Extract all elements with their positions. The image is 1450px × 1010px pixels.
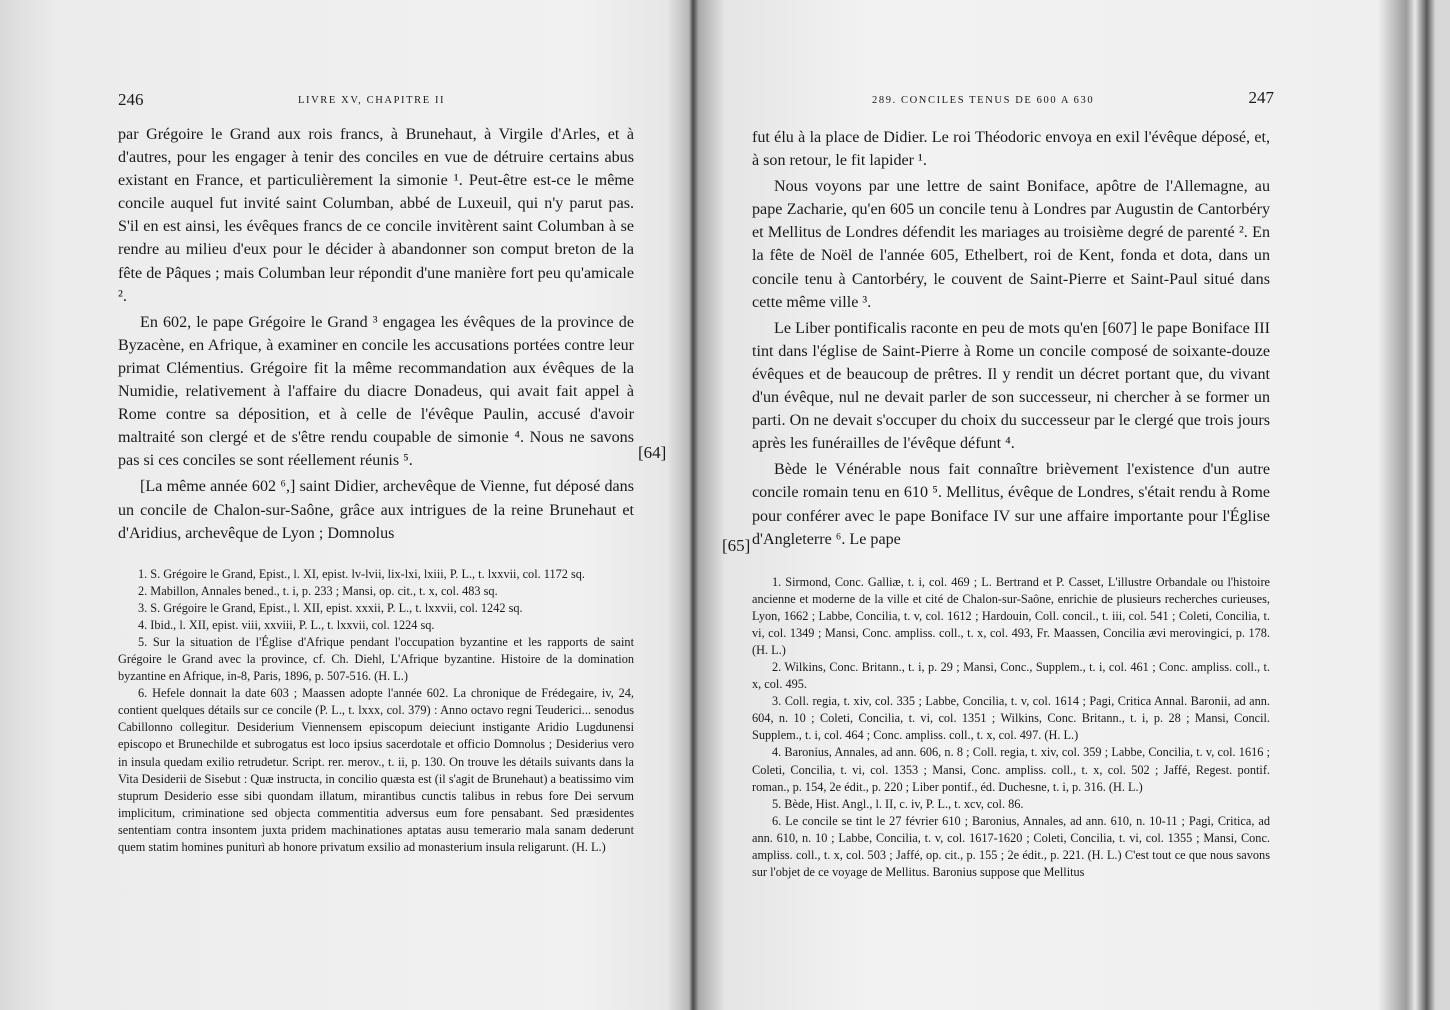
margin-page-marker: [65] [722,536,751,555]
page-number-left: 246 [118,90,144,109]
footnotes-right [752,574,1270,881]
footnote: 4. Baronius, Annales, ad ann. 606, n. 8 ; Coll. regia, t. xiv, col. 359 ; Labbe, Concilia, t. v, col. 1616 ; Coleti, Concilia, t. vi, col. 1353 ; Mansi, Conc. ampliss. coll., t. x, col. 502 ; Jaffé, Regest. pontif. roman., p. 154, 2e édit., p. 220 ; Liber pontif., éd. Duchesne, t. i, p. 316. (H. L.) [752,745,1270,794]
footnote: 3. S. Grégoire le Grand, Epist., l. XII, epist. xxxii, P. L., t. lxxvii, col. 1242 sq. [138,601,523,616]
footnote: 1. Sirmond, Conc. Galliæ, t. i, col. 469 ; L. Bertrand et P. Casset, L'illustre Orbandale ou l'histoire ancienne et moderne de la ville et cité de Chalon-sur-Saône, enrichie de plusieurs recherches curieuses, Lyon, 1662 ; Labbe, Concilia, t. v, col. 1612 ; Hardouin, Coll. concil., t. iii, col. 541 ; Coleti, Concilia, t. vi, col. 1349 ; Mansi, Conc. ampliss. coll., t. x, col. 493, Fr. Maassen, Concilia ævi merovingici, p. 178. (H. L.) [752,575,1270,658]
footnote: 2. Wilkins, Conc. Britann., t. i, p. 29 ; Mansi, Conc., Supplem., t. i, col. 461 ; Conc. ampliss. coll., t. x, col. 495. [752,660,1270,692]
paragraph: [La même année 602 ⁶,] saint Didier, archevêque de Vienne, fut déposé dans un concile de Chalon-sur-Saône, grâce aux intrigues de la reine Brunehaut et d'Aridius, archevêque de Lyon ; Domnolus [118,478,634,542]
paragraph: Le Liber pontificalis raconte en peu de mots qu'en [607] le pape Boniface III tint dans l'église de Saint-Pierre à Rome un concile composé de soixante-douze évêques et de beaucoup de prêtres. Il y rendit un décret portant que, du vivant d'un évêque, nul ne devait parler de son successeur, ni chercher à se former un parti. On ne devait s'occuper du choix du successeur par le clergé que trois jours après les funérailles de l'évêque défunt ⁴. [752,319,1270,453]
running-head-left [112,90,634,114]
margin-page-marker: [64] [638,443,667,462]
footnote: 6. Le concile se tint le 27 février 610 ; Baronius, Annales, ad ann. 610, n. 10-11 ; Pagi, Critica, ad ann. 610, n. 10 ; Labbe, Concilia, t. v, col. 1617-1620 ; Coleti, Concilia, t. vi, col. 1355 ; Mansi, Conc. ampliss. coll., t. x, col. 503 ; Jaffé, op. cit., p. 155 ; 2e édit., p. 221. (H. L.) C'est tout ce que nous savons sur l'objet de ce voyage de Mellitus. Baronius suppose que Mellitus [752,813,1270,879]
page-number-right: 247 [1248,88,1274,107]
paragraph: par Grégoire le Grand aux rois francs, à Brunehaut, à Virgile d'Arles, et à d'autres, pour les engager à tenir des conciles en vue de détruire certains abus existant en France, et particulièrement la simonie ¹. Peut-être est-ce le même concile auquel fut invité saint Columban, abbé de Luxeuil, qui n'y parut pas. S'il en est ainsi, les évêques francs de ce concile invitèrent saint Columban à se rendre au milieu d'eux pour le décider à abandonner son comput breton de la fête de Pâques ; mais Columban leur répondit d'une manière fort peu qu'amicale ². [118,126,634,305]
footnote: 4. Ibid., l. XII, epist. viii, xxviii, P. L., t. lxxvii, col. 1224 sq. [138,618,435,633]
footnote: 3. Coll. regia, t. xiv, col. 335 ; Labbe, Concilia, t. v, col. 1614 ; Pagi, Critica Annal. Baronii, ad ann. 604, n. 10 ; Coleti, Concilia, t. vi, col. 1351 ; Wilkins, Conc. Britann., t. i, p. 28 ; Mansi, Concil. Supplem., t. i, col. 464 ; Conc. ampliss. coll., t. x, col. 497. (H. L.) [752,694,1270,743]
main-text-left [118,123,634,545]
running-title-right: 289. CONCILES TENUS DE 600 A 630 [872,95,1095,106]
paragraph: fut élu à la place de Didier. Le roi Théodoric envoya en exil l'évêque déposé, et, à son retour, le fit lapider ¹. [752,129,1270,170]
footnote: 2. Mabillon, Annales bened., t. i, p. 233 ; Mansi, op. cit., t. x, col. 483 sq. [138,584,498,599]
footnote: 5. Sur la situation de l'Église d'Afrique pendant l'occupation byzantine et les rapports de saint Grégoire le Grand avec la province, cf. Ch. Diehl, L'Afrique byzantine. Histoire de la domination byzantine en Afrique, in-8, Paris, 1896, p. 507-516. (H. L.) [118,635,634,684]
main-text-right [752,126,1270,551]
left-page [112,0,634,1010]
paragraph: En 602, le pape Grégoire le Grand ³ engagea les évêques de la province de Byzacène, en Afrique, à examiner en concile les accusations portées contre leur primat Clémentius. Grégoire fit la même recommandation aux évêques de la Numidie, relativement à l'affaire du diacre Donadeus, qui avait fait appel à Rome contre sa déposition, et à celle de l'évêque Paulin, accusé d'avoir maltraité son clergé et de s'être rendu coupable de simonie ⁴. Nous ne savons pas si ces conciles se sont réellement réunis ⁵. [118,313,634,470]
paragraph: Nous voyons par une lettre de saint Boniface, apôtre de l'Allemagne, au pape Zacharie, qu'en 605 un concile tenu à Londres par Augustin de Cantorbéry et Mellitus de Londres défendit les mariages au troisième degré de parenté ². En la fête de Noël de l'année 605, Ethelbert, roi de Kent, fonda et dota, dans un concile tenu à Cantorbéry, le couvent de Saint-Pierre et Saint-Paul situé dans cette même ville ³. [752,178,1270,311]
footnote: 1. S. Grégoire le Grand, Epist., l. XI, epist. lv-lvii, lix-lxi, lxiii, P. L., t. lxxvii, col. 1172 sq. [138,567,585,581]
right-page [752,0,1274,1010]
paragraph: Bède le Vénérable nous fait connaître brièvement l'existence d'un autre concile romain tenu en 610 ⁵. Mellitus, évêque de Londres, s'était rendu à Rome pour conférer avec le pape Boniface IV sur une affaire importante pour l'Église d'Angleterre ⁶. Le pape [752,461,1270,548]
footnote: 6. Hefele donnait la date 603 ; Maassen adopte l'année 602. La chronique de Frédegaire, iv, 24, contient quelques détails sur ce concile (P. L., t. lxxx, col. 379) : Anno octavo regni Teuderici... senodus Cabillonno collegitur. Desiderium Viennensem episcopum deieciunt instigante Aridio Lugdunensi episcopo et Brunechilde et subrogatus est loco ipsius sacerdotale et officio Domnolus ; Desiderius vero in insula quedam exilio retrudetur. Script. rer. merov., t. ii, p. 130. On trouve les détails suivants dans la Vita Desiderii de Sisebut : Quæ instructa, in concilio quæsta est (il s'agit de Brunehaut) a beatissimo vim stuprum Desiderio esse sibi quondam illatum, mirantibus cunctis talibus in rebus fore Dei servum implicitum, criminatione sed objecta commentitia adversus eum fore pensabant. Sed præsidentes sententiam contra insontem juxta pridem machinationes aptatas ausu temerario mala sanam dederunt quem statim homines puniturì ab honore privatum exsilio ad monasterium insula religarunt. (H. L.) [118,686,634,854]
footnote: 5. Bède, Hist. Angl., l. II, c. iv, P. L., t. xcv, col. 86. [772,796,1024,811]
footnotes-left [118,566,634,856]
running-title-left: LIVRE XV, CHAPITRE II [298,95,446,106]
running-head-right [752,88,1274,114]
